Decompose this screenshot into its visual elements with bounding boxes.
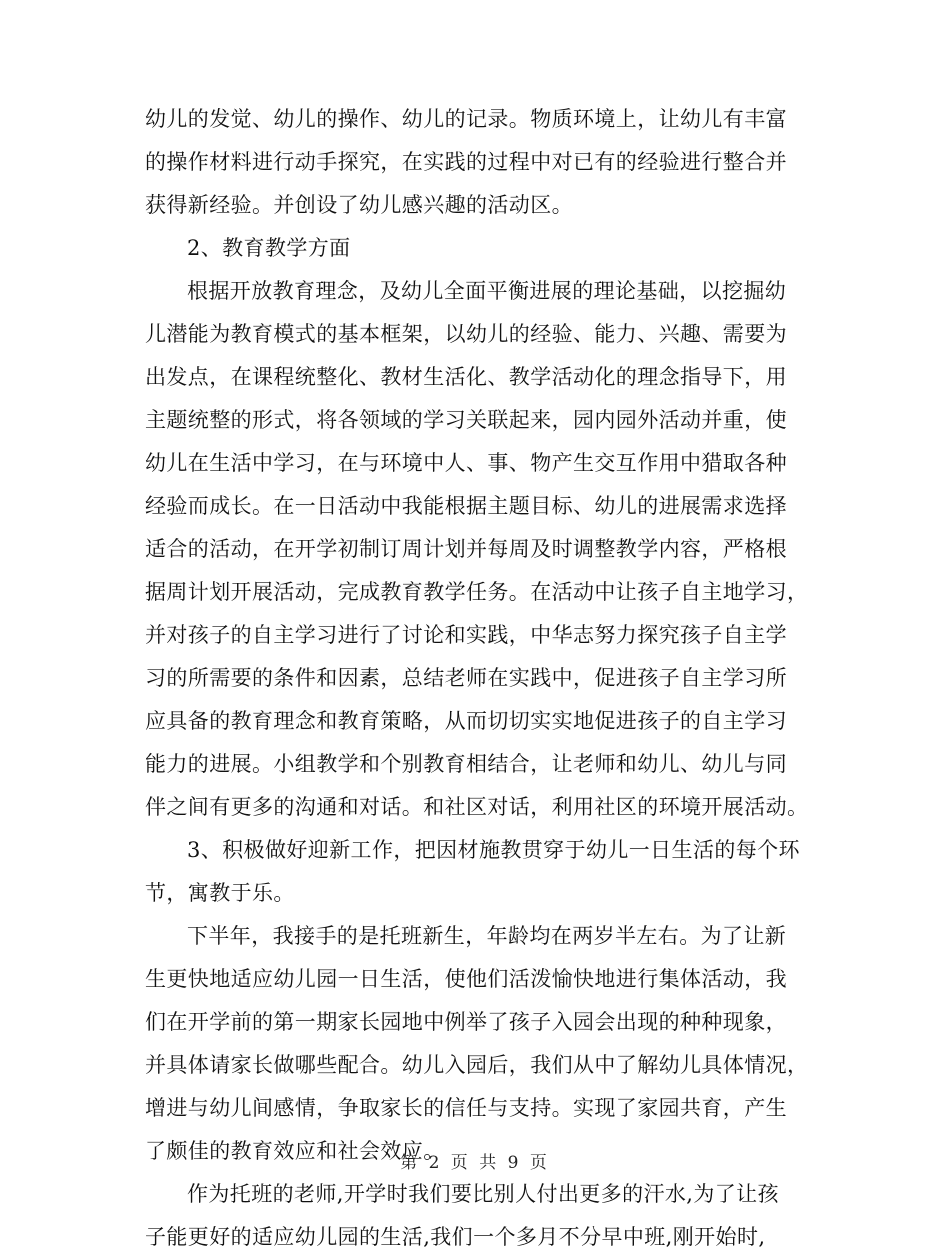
- text-line: 获得新经验。并创设了幼儿感兴趣的活动区。: [145, 193, 573, 217]
- text-line: 们在开学前的第一期家长园地中例举了孩子入园会出现的种种现象，: [145, 1010, 787, 1034]
- text-line: 出发点，在课程统整化、教材生活化、教学活动化的理念指导下，用: [145, 365, 787, 389]
- text-line: 伴之间有更多的沟通和对话。和社区对话，利用社区的环境开展活动。: [145, 795, 809, 819]
- text-line: 的操作材料进行动手探究，在实践的过程中对已有的经验进行整合并: [145, 150, 787, 174]
- text-line: 子能更好的适应幼儿园的生活,我们一个多月不分早中班,刚开始时,: [145, 1225, 766, 1249]
- text-line: 应具备的教育理念和教育策略，从而切切实实地促进孩子的自主学习: [145, 709, 787, 733]
- page-footer: 第 2 页 共 9 页: [400, 1153, 550, 1173]
- text-line: 主题统整的形式，将各领域的学习关联起来，园内园外活动并重，使: [145, 408, 787, 432]
- text-line: 增进与幼儿间感情，争取家长的信任与支持。实现了家园共育，产生: [145, 1096, 787, 1120]
- text-line: 能力的进展。小组教学和个别教育相结合，让老师和幼儿、幼儿与同: [145, 752, 787, 776]
- text-line: 并对孩子的自主学习进行了讨论和实践，中华志努力探究孩子自主学: [145, 623, 787, 647]
- text-line: 并具体请家长做哪些配合。幼儿入园后，我们从中了解幼儿具体情况，: [145, 1053, 809, 1077]
- text-line: 生更快地适应幼儿园一日生活，使他们活泼愉快地进行集体活动，我: [145, 967, 787, 991]
- document-body: [145, 98, 809, 1259]
- text-line: 据周计划开展活动，完成教育教学任务。在活动中让孩子自主地学习，: [145, 580, 809, 604]
- text-line: 习的所需要的条件和因素，总结老师在实践中，促进孩子自主学习所: [145, 666, 787, 690]
- text-line: 儿潜能为教育模式的基本框架，以幼儿的经验、能力、兴趣、需要为: [145, 322, 787, 346]
- text-line: 适合的活动，在开学初制订周计划并每周及时调整教学内容，严格根: [145, 537, 787, 561]
- text-line: 经验而成长。在一日活动中我能根据主题目标、幼儿的进展需求选择: [145, 494, 787, 518]
- text-line: 作为托班的老师,开学时我们要比别人付出更多的汗水,为了让孩: [187, 1182, 779, 1206]
- text-line: 3、积极做好迎新工作，把因材施教贯穿于幼儿一日生活的每个环: [187, 838, 800, 862]
- text-line: 根据开放教育理念，及幼儿全面平衡进展的理论基础，以挖掘幼: [187, 279, 787, 303]
- text-line: 2、教育教学方面: [187, 236, 351, 260]
- text-line: 幼儿的发觉、幼儿的操作、幼儿的记录。物质环境上，让幼儿有丰富: [145, 107, 787, 131]
- text-line: 节，寓教于乐。: [145, 881, 295, 905]
- text-line: 下半年，我接手的是托班新生，年龄均在两岁半左右。为了让新: [187, 924, 787, 948]
- text-line: 了颇佳的教育效应和社会效应。: [145, 1139, 445, 1163]
- text-line: 幼儿在生活中学习，在与环境中人、事、物产生交互作用中猎取各种: [145, 451, 787, 475]
